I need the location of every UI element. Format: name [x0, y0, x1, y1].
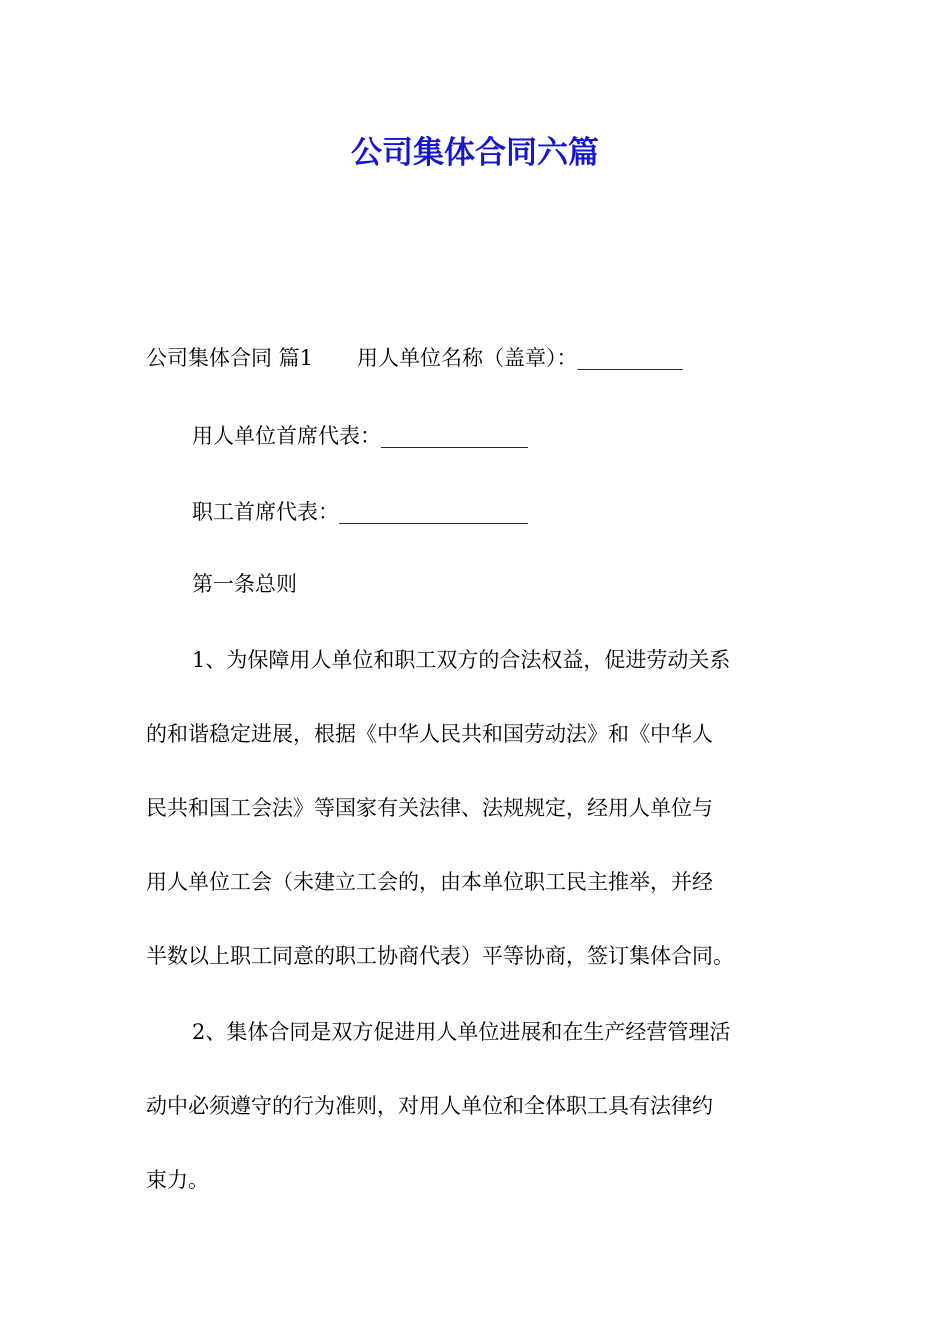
document-title: 公司集体合同六篇: [351, 135, 599, 171]
employer-name-blank: __________: [577, 346, 683, 370]
field-label: 职工首席代表：: [192, 500, 339, 524]
worker-representative-field: [192, 494, 852, 530]
employer-name-label: 用人单位名称（盖章）：: [357, 346, 578, 370]
paragraph-line: 动中必须遵守的行为准则，对用人单位和全体职工具有法律约: [146, 1094, 713, 1118]
contract-header-line: [146, 340, 806, 376]
field-label: 用人单位首席代表：: [192, 424, 381, 448]
paragraph-line: 1、为保障用人单位和职工双方的合法权益，促进劳动关系: [192, 648, 731, 672]
paragraph-line: 2、集体合同是双方促进用人单位进展和在生产经营管理活: [192, 1020, 731, 1044]
article-heading: 第一条总则: [192, 572, 297, 596]
paragraph-line: 束力。: [146, 1168, 209, 1192]
employer-representative-field: [192, 418, 852, 454]
contract-heading: 公司集体合同 篇1: [146, 346, 314, 370]
field-blank: ______________: [381, 424, 528, 448]
paragraph-line: 的和谐稳定进展，根据《中华人民共和国劳动法》和《中华人: [146, 722, 713, 746]
paragraph-line: 用人单位工会（未建立工会的，由本单位职工民主推举，并经: [146, 870, 713, 894]
paragraph-line: 半数以上职工同意的职工协商代表）平等协商，签订集体合同。: [146, 944, 734, 968]
field-blank: __________________: [339, 500, 528, 524]
paragraph-line: 民共和国工会法》等国家有关法律、法规规定，经用人单位与: [146, 796, 713, 820]
